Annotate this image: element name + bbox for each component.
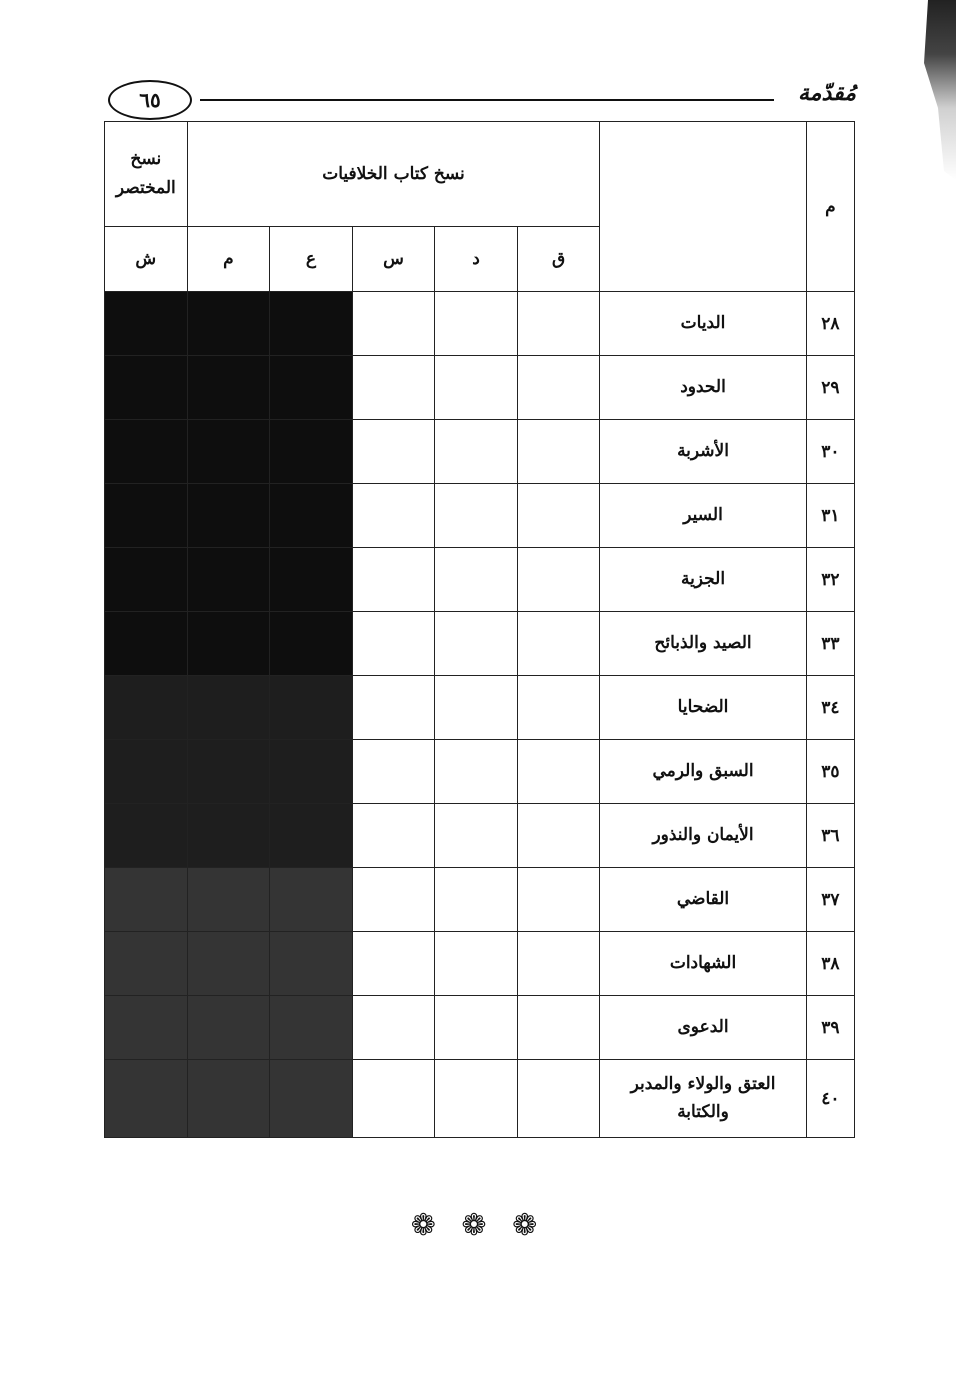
cell	[435, 612, 518, 676]
shaded-cell	[270, 676, 353, 740]
table-row	[105, 292, 855, 356]
table-row	[105, 932, 855, 996]
cell	[517, 740, 600, 804]
row-title: الدعوى	[600, 996, 806, 1060]
shaded-cell	[187, 740, 270, 804]
shaded-cell	[270, 420, 353, 484]
group-mukhtasar-header: نسخ المختصر	[105, 122, 188, 227]
shaded-cell	[105, 356, 188, 420]
cell	[517, 868, 600, 932]
cell	[517, 356, 600, 420]
manuscript-header: ق	[517, 227, 600, 292]
col-title-header	[600, 122, 806, 292]
cell	[435, 484, 518, 548]
table-row	[105, 548, 855, 612]
row-number: ٣٢	[806, 548, 854, 612]
cell	[517, 804, 600, 868]
table-row	[105, 676, 855, 740]
cell	[517, 612, 600, 676]
header-rule	[200, 99, 774, 101]
row-title: الشهادات	[600, 932, 806, 996]
shaded-cell	[105, 612, 188, 676]
row-number: ٣٧	[806, 868, 854, 932]
manuscript-header: ع	[270, 227, 353, 292]
row-number: ٣٣	[806, 612, 854, 676]
cell	[517, 292, 600, 356]
cell	[435, 1060, 518, 1138]
cell	[352, 804, 435, 868]
table-row	[105, 804, 855, 868]
cell	[435, 420, 518, 484]
table-row	[105, 420, 855, 484]
cell	[352, 484, 435, 548]
row-title: السير	[600, 484, 806, 548]
row-number: ٣٩	[806, 996, 854, 1060]
shaded-cell	[105, 548, 188, 612]
row-number: ٣١	[806, 484, 854, 548]
manuscript-header: د	[435, 227, 518, 292]
cell	[435, 676, 518, 740]
shaded-cell	[187, 292, 270, 356]
cell	[517, 996, 600, 1060]
shaded-cell	[105, 868, 188, 932]
cell	[352, 420, 435, 484]
shaded-cell	[270, 868, 353, 932]
eight-point-star-icon: ❁	[410, 1208, 444, 1243]
shaded-cell	[105, 676, 188, 740]
cell	[435, 548, 518, 612]
row-title: القاضي	[600, 868, 806, 932]
shaded-cell	[187, 996, 270, 1060]
cell	[517, 420, 600, 484]
row-title: الأيمان والنذور	[600, 804, 806, 868]
cell	[517, 1060, 600, 1138]
row-number: ٣٨	[806, 932, 854, 996]
row-title: العتق والولاء والمدبر والكتابة	[600, 1060, 806, 1138]
shaded-cell	[270, 996, 353, 1060]
row-number: ٣٤	[806, 676, 854, 740]
cell	[352, 868, 435, 932]
cell	[435, 292, 518, 356]
shaded-cell	[105, 996, 188, 1060]
page-header	[104, 76, 856, 126]
cell	[352, 356, 435, 420]
cell	[435, 996, 518, 1060]
cell	[352, 548, 435, 612]
chapter-table	[104, 121, 855, 1138]
cell	[517, 932, 600, 996]
manuscript-header: م	[187, 227, 270, 292]
shaded-cell	[270, 292, 353, 356]
table-row	[105, 868, 855, 932]
col-number-header: م	[806, 122, 854, 292]
table-row	[105, 996, 855, 1060]
manuscript-header: ش	[105, 227, 188, 292]
shaded-cell	[187, 1060, 270, 1138]
running-title: مُقدّمة	[797, 80, 856, 106]
shaded-cell	[105, 292, 188, 356]
shaded-cell	[270, 484, 353, 548]
table-row	[105, 740, 855, 804]
cell	[352, 932, 435, 996]
shaded-cell	[187, 548, 270, 612]
table-row	[105, 356, 855, 420]
shaded-cell	[187, 868, 270, 932]
shaded-cell	[187, 612, 270, 676]
cell	[517, 676, 600, 740]
group-khilafiyat-header: نسخ كتاب الخلافيات	[187, 122, 600, 227]
row-title: الأشربة	[600, 420, 806, 484]
cell	[435, 740, 518, 804]
shaded-cell	[187, 676, 270, 740]
row-title: الديات	[600, 292, 806, 356]
cell	[352, 996, 435, 1060]
cell	[435, 804, 518, 868]
cell	[435, 356, 518, 420]
shaded-cell	[187, 804, 270, 868]
row-title: الجزية	[600, 548, 806, 612]
row-number: ٢٩	[806, 356, 854, 420]
shaded-cell	[270, 932, 353, 996]
shaded-cell	[270, 804, 353, 868]
shaded-cell	[270, 740, 353, 804]
row-number: ٣٠	[806, 420, 854, 484]
row-title: الصيد والذبائح	[600, 612, 806, 676]
shaded-cell	[270, 1060, 353, 1138]
scan-shadow	[916, 0, 956, 180]
shaded-cell	[270, 612, 353, 676]
row-number: ٤٠	[806, 1060, 854, 1138]
cell	[517, 548, 600, 612]
shaded-cell	[105, 420, 188, 484]
shaded-cell	[187, 420, 270, 484]
shaded-cell	[105, 740, 188, 804]
row-title: السبق والرمي	[600, 740, 806, 804]
table-row	[105, 1060, 855, 1138]
row-title: الحدود	[600, 356, 806, 420]
shaded-cell	[270, 548, 353, 612]
cell	[352, 676, 435, 740]
footer-ornaments	[0, 1208, 956, 1243]
row-number: ٣٦	[806, 804, 854, 868]
page-number: ٦٥	[108, 80, 192, 120]
table-row	[105, 484, 855, 548]
table-row	[105, 612, 855, 676]
cell	[435, 868, 518, 932]
manuscript-header: س	[352, 227, 435, 292]
eight-point-star-icon: ❁	[461, 1208, 495, 1243]
cell	[352, 292, 435, 356]
eight-point-star-icon: ❁	[512, 1208, 546, 1243]
row-number: ٣٥	[806, 740, 854, 804]
shaded-cell	[105, 484, 188, 548]
shaded-cell	[187, 932, 270, 996]
cell	[517, 484, 600, 548]
shaded-cell	[105, 804, 188, 868]
row-title: الضحايا	[600, 676, 806, 740]
cell	[352, 1060, 435, 1138]
shaded-cell	[270, 356, 353, 420]
shaded-cell	[187, 356, 270, 420]
row-number: ٢٨	[806, 292, 854, 356]
cell	[435, 932, 518, 996]
cell	[352, 740, 435, 804]
shaded-cell	[105, 1060, 188, 1138]
shaded-cell	[105, 932, 188, 996]
shaded-cell	[187, 484, 270, 548]
cell	[352, 612, 435, 676]
